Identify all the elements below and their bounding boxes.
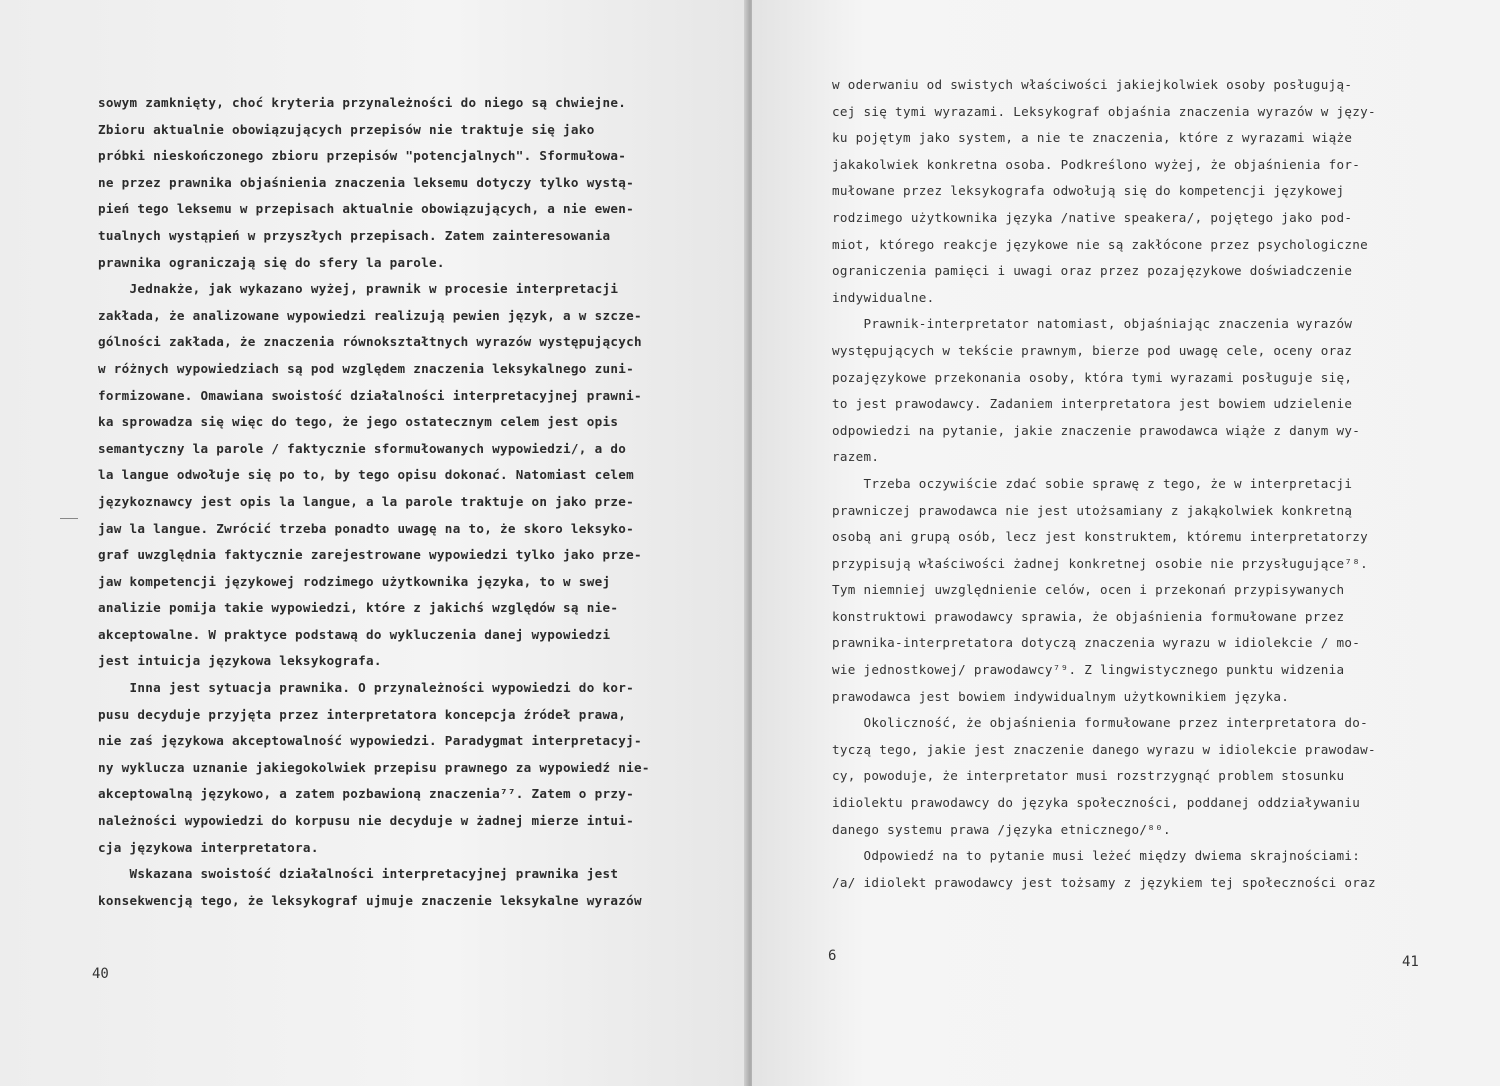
text-line: ku pojętym jako system, a nie te znaczenia, które z wyrazami wiąże — [832, 130, 1353, 146]
text-line: /a/ idiolekt prawodawcy jest tożsamy z językiem tej społeczności oraz — [832, 874, 1376, 890]
text-line: Tym niemniej uwzględnienie celów, ocen i przekonań przypisywanych — [832, 582, 1345, 598]
text-line: gólności zakłada, że znaczenia równokształtnych wyrazów występujących — [98, 334, 642, 350]
text-line: ograniczenia pamięci i uwagi oraz przez pozajęzykowe doświadczenie — [832, 263, 1353, 279]
text-line: mułowane przez leksykografa odwołują się do kompetencji językowej — [832, 183, 1345, 199]
text-line: ne przez prawnika objaśnienia znaczenia leksemu dotyczy tylko wystą- — [98, 174, 634, 190]
text-line: Jednakże, jak wykazano wyżej, prawnik w procesie interpretacji — [98, 281, 619, 297]
text-line: Trzeba oczywiście zdać sobie sprawę z tego, że w interpretacji — [832, 475, 1353, 491]
text-line: jaw la langue. Zwrócić trzeba ponadto uwagę na to, że skoro leksyko- — [98, 520, 634, 536]
text-line: tyczą tego, jakie jest znaczenie danego wyrazu w idiolekcie prawodaw- — [832, 741, 1376, 757]
text-line: indywidualne. — [832, 289, 935, 305]
text-line: w oderwaniu od swistych właściwości jakiejkolwiek osoby posługują- — [832, 77, 1353, 92]
left-page-number: 40 — [92, 966, 109, 982]
text-line: rodzimego użytkownika języka /native speakera/, pojętego jako pod- — [832, 209, 1353, 225]
text-line: akceptowalne. W praktyce podstawą do wykluczenia danej wypowiedzi — [98, 626, 611, 642]
text-line: Inna jest sytuacja prawnika. O przynależności wypowiedzi do kor- — [98, 680, 634, 696]
text-line: razem. — [832, 449, 880, 465]
left-page — [0, 0, 748, 1086]
text-line: la langue odwołuje się po to, by tego opisu dokonać. Natomiast celem — [98, 467, 634, 483]
text-line: ka sprowadza się więc do tego, że jego ostatecznym celem jest opis — [98, 414, 619, 430]
text-line: jaw kompetencji językowej rodzimego użytkownika języka, to w swej — [98, 573, 611, 589]
text-line: to jest prawodawcy. Zadaniem interpretatora jest bowiem udzielenie — [832, 396, 1353, 412]
text-line: danego systemu prawa /języka etnicznego/⁸⁰. — [832, 821, 1171, 837]
text-line: nie zaś językowa akceptowalność wypowiedzi. Paradygmat interpretacyj- — [98, 733, 642, 749]
text-line: akceptowalną językowo, a zatem pozbawioną znaczenia⁷⁷. Zatem o przy- — [98, 786, 634, 802]
signature-mark: 6 — [828, 948, 837, 964]
left-page-body — [98, 90, 678, 914]
text-line: Prawnik-interpretator natomiast, objaśniając znaczenia wyrazów — [832, 316, 1353, 332]
text-line: Okoliczność, że objaśnienia formułowane przez interpretatora do- — [832, 715, 1368, 731]
text-line: językoznawcy jest opis la langue, a la parole traktuje on jako prze- — [98, 493, 634, 509]
text-line: tualnych wystąpień w przyszłych przepisach. Zatem zainteresowania — [98, 227, 611, 243]
text-line: w różnych wypowiedziach są pod względem znaczenia leksykalnego zuni- — [98, 360, 634, 376]
text-line: przypisują właściwości żadnej konkretnej osobie nie przysługujące⁷⁸. — [832, 555, 1368, 571]
text-line: jakakolwiek konkretna osoba. Podkreślono wyżej, że objaśnienia for- — [832, 156, 1361, 172]
text-line: pień tego leksemu w przepisach aktualnie obowiązujących, a nie ewen- — [98, 201, 634, 217]
margin-mark — [60, 518, 78, 519]
text-line: pusu decyduje przyjęta przez interpretatora koncepcja źródeł prawa, — [98, 706, 627, 722]
text-line: prawodawca jest bowiem indywidualnym użytkownikiem języka. — [832, 688, 1290, 704]
right-page-body — [832, 72, 1432, 896]
text-line: Zbioru aktualnie obowiązujących przepisów nie traktuje się jako — [98, 121, 595, 137]
text-line: cja językowa interpretatora. — [98, 839, 319, 855]
text-line: Odpowiedź na to pytanie musi leżeć między dwiema skrajnościami: — [832, 848, 1361, 864]
text-line: cy, powoduje, że interpretator musi rozstrzygnąć problem stosunku — [832, 768, 1345, 784]
text-line: prawnika-interpretatora dotyczą znaczenia wyrazu w idiolekcie / mo- — [832, 635, 1361, 651]
text-line: osobą ani grupą osób, lecz jest konstruktem, któremu interpretatorzy — [832, 529, 1368, 545]
text-line: konsekwencją tego, że leksykograf ujmuje znaczenie leksykalne wyrazów — [98, 892, 642, 908]
text-line: formizowane. Omawiana swoistość działalności interpretacyjnej prawni- — [98, 387, 642, 403]
text-line: występujących w tekście prawnym, bierze pod uwagę cele, oceny oraz — [832, 342, 1353, 358]
text-line: prawnika ograniczają się do sfery la parole. — [98, 254, 445, 270]
text-line: Wskazana swoistość działalności interpretacyjnej prawnika jest — [98, 866, 619, 882]
text-line: sowym zamknięty, choć kryteria przynależności do niego są chwiejne. — [98, 95, 627, 110]
right-page-number: 41 — [1402, 954, 1419, 970]
text-line: wie jednostkowej/ prawodawcy⁷⁹. Z lingwistycznego punktu widzenia — [832, 662, 1345, 678]
text-line: należności wypowiedzi do korpusu nie decyduje w żadnej mierze intui- — [98, 813, 634, 829]
text-line: graf uwzględnia faktycznie zarejestrowane wypowiedzi tylko jako prze- — [98, 547, 642, 563]
text-line: zakłada, że analizowane wypowiedzi realizują pewien język, a w szcze- — [98, 307, 642, 323]
text-line: próbki nieskończonego zbioru przepisów "potencjalnych". Sformułowa- — [98, 148, 627, 164]
text-line: ny wyklucza uznanie jakiegokolwiek przepisu prawnego za wypowiedź nie- — [98, 759, 650, 775]
text-line: analizie pomija takie wypowiedzi, które z jakichś względów są nie- — [98, 600, 619, 616]
text-line: pozajęzykowe przekonania osoby, która tymi wyrazami posługuje się, — [832, 369, 1353, 385]
text-line: semantyczny la parole / faktycznie sformułowanych wypowiedzi/, a do — [98, 440, 627, 456]
text-line: cej się tymi wyrazami. Leksykograf objaśnia znaczenia wyrazów w języ- — [832, 103, 1376, 119]
text-line: miot, którego reakcje językowe nie są zakłócone przez psychologiczne — [832, 236, 1368, 252]
text-line: prawniczej prawodawca nie jest utożsamiany z jakąkolwiek konkretną — [832, 502, 1353, 518]
right-page — [752, 0, 1500, 1086]
text-line: idiolektu prawodawcy do języka społeczności, poddanej oddziaływaniu — [832, 795, 1361, 811]
text-line: konstruktowi prawodawcy sprawia, że objaśnienia formułowane przez — [832, 608, 1345, 624]
text-line: jest intuicja językowa leksykografa. — [98, 653, 382, 669]
text-line: odpowiedzi na pytanie, jakie znaczenie prawodawca wiąże z danym wy- — [832, 422, 1361, 438]
